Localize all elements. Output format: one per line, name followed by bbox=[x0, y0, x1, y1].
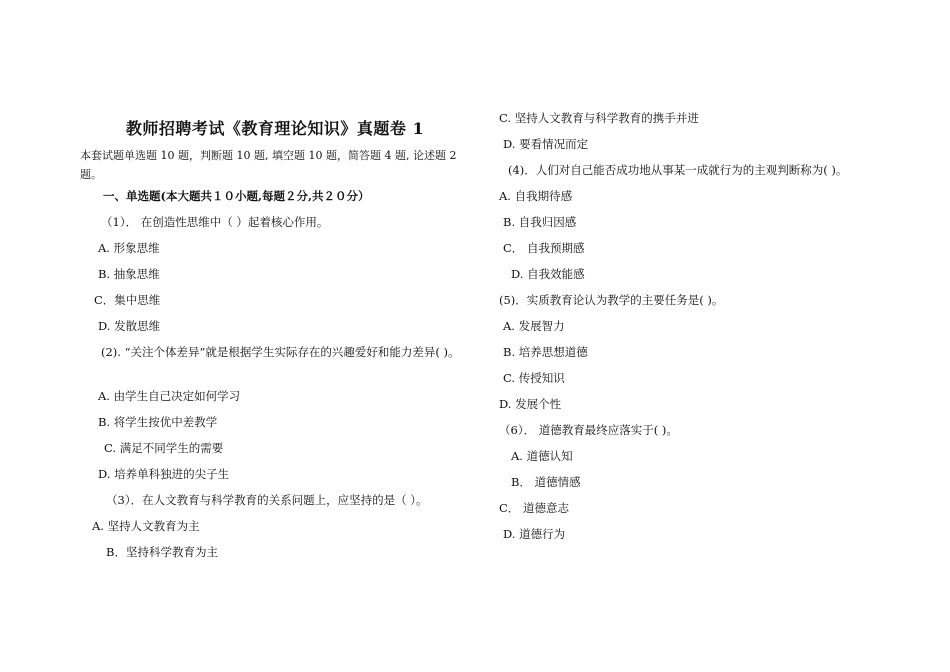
question-1-option-b: B. 抽象思维 bbox=[98, 267, 160, 281]
question-3-stem: （3）．在人文教育与科学教育的关系问题上，应坚持的是（ ）。 bbox=[106, 493, 428, 507]
exam-intro: 本套试题单选题 10 题，判断题 10 题, 填空题 10 题，简答题 4 题, 论述题 2 题。 bbox=[80, 149, 457, 181]
question-5-option-b: B. 培养思想道德 bbox=[503, 345, 588, 359]
question-5-option-a: A. 发展智力 bbox=[503, 319, 565, 333]
question-1-option-d: D. 发散思维 bbox=[98, 319, 161, 333]
question-3-option-b: B．坚持科学教育为主 bbox=[106, 545, 218, 559]
question-6-option-d: D. 道德行为 bbox=[503, 527, 566, 541]
question-6-option-c: C． 道德意志 bbox=[499, 501, 569, 515]
question-3-option-c: C. 坚持人文教育与科学教育的携手并进 bbox=[499, 111, 699, 125]
question-5-option-d: D. 发展个性 bbox=[499, 397, 562, 411]
question-3-option-a: A. 坚持人文教育为主 bbox=[92, 519, 200, 533]
question-4-stem: (4)．人们对自己能否成功地从事某一成就行为的主观判断称为( )。 bbox=[508, 163, 848, 177]
question-1-option-c: C．集中思维 bbox=[94, 293, 161, 307]
question-2-option-a: A. 由学生自己决定如何学习 bbox=[98, 389, 241, 403]
question-5-stem: (5)．实质教育论认为教学的主要任务是( )。 bbox=[499, 293, 724, 307]
question-2-stem: (2). “关注个体差异”就是根据学生实际存在的兴趣爱好和能力差异( )。 bbox=[101, 345, 460, 359]
document-title: 教师招聘考试《教育理论知识》真题卷 1 bbox=[125, 119, 425, 138]
section-heading-single-choice: 一、单选题(本大题共１０小题,每题２分,共２０分） bbox=[103, 189, 370, 203]
question-4-option-b: B. 自我归因感 bbox=[503, 215, 577, 229]
question-2-option-b: B. 将学生按优中差教学 bbox=[98, 415, 218, 429]
question-4-option-d: D. 自我效能感 bbox=[511, 267, 585, 281]
question-2-option-d: D. 培养单科独进的尖子生 bbox=[98, 467, 230, 481]
question-6-stem: （6）． 道德教育最终应落实于( )。 bbox=[499, 423, 678, 437]
question-3-option-d: D. 要看情况而定 bbox=[503, 137, 589, 151]
question-6-option-b: B． 道德情感 bbox=[511, 475, 581, 489]
question-1-stem: （1）． 在创造性思维中（ ）起着核心作用。 bbox=[101, 215, 329, 229]
question-1-option-a: A. 形象思维 bbox=[98, 241, 160, 255]
question-2-option-c: C. 满足不同学生的需要 bbox=[104, 441, 224, 455]
question-6-option-a: A. 道德认知 bbox=[511, 449, 573, 463]
question-4-option-c: C． 自我预期感 bbox=[503, 241, 585, 255]
question-5-option-c: C. 传授知识 bbox=[503, 371, 565, 385]
question-4-option-a: A. 自我期待感 bbox=[499, 189, 573, 203]
